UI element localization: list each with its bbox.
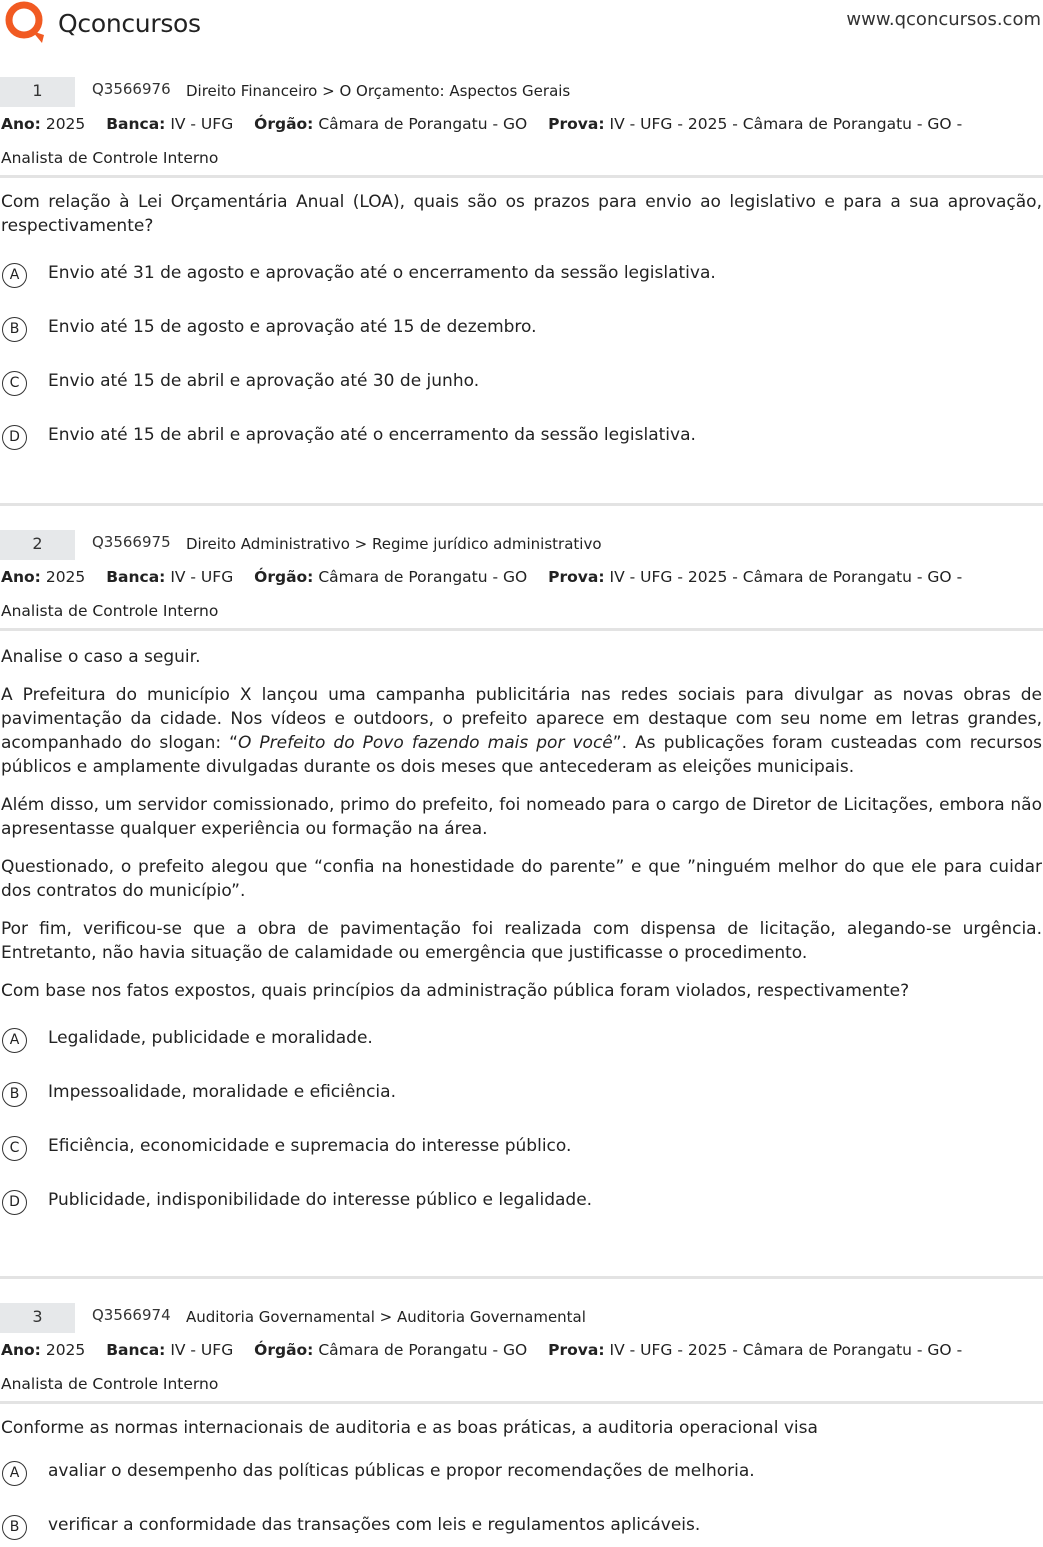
option-letter[interactable]: B (2, 1515, 27, 1540)
option-d[interactable] (0, 1177, 1043, 1231)
ano-value: 2025 (45, 568, 86, 586)
question-id[interactable]: Q3566975 (92, 533, 171, 551)
question-id[interactable]: Q3566976 (92, 80, 171, 98)
question-subject[interactable]: Auditoria Governamental > Auditoria Governamental (186, 1308, 586, 1326)
prova-value: IV - UFG - 2025 - Câmara de Porangatu - GO - Analista de Controle Interno (1, 568, 963, 620)
question-statement: Conforme as normas internacionais de auditoria e as boas práticas, a auditoria operacional visa (1, 1418, 818, 1438)
question-number: 2 (0, 530, 75, 560)
orgao-label: Órgão: (254, 568, 314, 586)
question-header (0, 530, 1043, 560)
slogan-text: O Prefeito do Povo fazendo mais por você (237, 733, 613, 753)
prova-label: Prova: (548, 568, 605, 586)
divider (0, 1401, 1043, 1404)
banca-value: IV - UFG (170, 568, 234, 586)
question-header (0, 1303, 1043, 1333)
divider (0, 175, 1043, 178)
question-separator (0, 1276, 1043, 1279)
ano-label: Ano: (1, 568, 41, 586)
question-1 (0, 77, 1043, 466)
option-d[interactable] (0, 412, 1043, 466)
banca-label: Banca: (106, 115, 166, 133)
option-b[interactable] (0, 1502, 1043, 1547)
question-number: 1 (0, 77, 75, 107)
ano-label: Ano: (1, 1341, 41, 1359)
ano-value: 2025 (45, 1341, 86, 1359)
option-letter[interactable]: D (2, 425, 27, 450)
option-letter[interactable]: C (2, 371, 27, 396)
option-b[interactable] (0, 1069, 1043, 1123)
option-c[interactable] (0, 1123, 1043, 1177)
qconcursos-logo-icon[interactable] (2, 0, 48, 46)
option-text: Eficiência, economicidade e supremacia do interesse público. (48, 1136, 572, 1156)
option-letter[interactable]: B (2, 317, 27, 342)
option-c[interactable] (0, 358, 1043, 412)
banca-value: IV - UFG (170, 1341, 234, 1359)
orgao-value: Câmara de Porangatu - GO (318, 115, 528, 133)
question-meta (0, 107, 1043, 175)
paragraph-text: ”. As publicações foram custeadas com recursos públicos e amplamente divulgadas durante os dois meses que antecederam as eleições municipais. (1, 733, 1042, 777)
question-paragraph-5: Com base nos fatos expostos, quais princípios da administração pública foram violados, respectivamente? (1, 981, 910, 1001)
prova-label: Prova: (548, 1341, 605, 1359)
option-letter[interactable]: B (2, 1082, 27, 1107)
question-intro: Analise o caso a seguir. (1, 647, 201, 667)
question-separator (0, 503, 1043, 506)
question-paragraph-3: Questionado, o prefeito alegou que “confia na honestidade do parente” e que ”ninguém melhor do que ele para cuidar dos contratos do município”. (1, 857, 1042, 901)
question-subject[interactable]: Direito Administrativo > Regime jurídico administrativo (186, 535, 602, 553)
question-2 (0, 530, 1043, 1231)
option-b[interactable] (0, 304, 1043, 358)
option-text: Envio até 15 de agosto e aprovação até 15 de dezembro. (48, 317, 537, 337)
orgao-value: Câmara de Porangatu - GO (318, 568, 528, 586)
question-paragraph-4: Por fim, verificou-se que a obra de pavimentação foi realizada com dispensa de licitação, alegando-se urgência. Entretanto, não havia situação de calamidade ou emergência que justificasse o procedimento. (1, 919, 1042, 963)
options-list (0, 250, 1043, 466)
question-subject[interactable]: Direito Financeiro > O Orçamento: Aspectos Gerais (186, 82, 571, 100)
orgao-label: Órgão: (254, 115, 314, 133)
prova-value: IV - UFG - 2025 - Câmara de Porangatu - GO - Analista de Controle Interno (1, 115, 963, 167)
option-text: Envio até 15 de abril e aprovação até o encerramento da sessão legislativa. (48, 425, 696, 445)
question-statement: Com relação à Lei Orçamentária Anual (LOA), quais são os prazos para envio ao legislativo e para a sua aprovação, respectivamente? (1, 192, 1042, 236)
orgao-value: Câmara de Porangatu - GO (318, 1341, 528, 1359)
options-list (0, 1448, 1043, 1547)
option-letter[interactable]: A (2, 1461, 27, 1486)
option-a[interactable] (0, 1448, 1043, 1502)
option-a[interactable] (0, 1015, 1043, 1069)
question-id[interactable]: Q3566974 (92, 1306, 171, 1324)
banca-label: Banca: (106, 568, 166, 586)
brand-name[interactable]: Qconcursos (58, 9, 201, 38)
options-list (0, 1015, 1043, 1231)
question-header (0, 77, 1043, 107)
question-meta (0, 1333, 1043, 1401)
question-paragraph-2: Além disso, um servidor comissionado, primo do prefeito, foi nomeado para o cargo de Diretor de Licitações, embora não apresentasse qualquer experiência ou formação na área. (1, 795, 1042, 839)
banca-value: IV - UFG (170, 115, 234, 133)
paragraph-text: A Prefeitura do município X lançou uma campanha publicitária nas redes sociais para divulgar as novas obras de pavimentação da cidade. Nos vídeos e outdoors, o prefeito aparece em destaque com seu nome em letras grandes, acompanhado do slogan: “ (1, 685, 1042, 753)
option-text: avaliar o desempenho das políticas públicas e propor recomendações de melhoria. (48, 1461, 755, 1481)
divider (0, 628, 1043, 631)
question-meta (0, 560, 1043, 628)
orgao-label: Órgão: (254, 1341, 314, 1359)
ano-value: 2025 (45, 115, 86, 133)
site-url[interactable]: www.qconcursos.com (846, 9, 1041, 30)
option-letter[interactable]: D (2, 1190, 27, 1215)
prova-label: Prova: (548, 115, 605, 133)
option-text: verificar a conformidade das transações com leis e regulamentos aplicáveis. (48, 1515, 701, 1535)
option-text: Publicidade, indisponibilidade do interesse público e legalidade. (48, 1190, 593, 1210)
option-letter[interactable]: A (2, 263, 27, 288)
question-number: 3 (0, 1303, 75, 1333)
option-letter[interactable]: A (2, 1028, 27, 1053)
prova-value: IV - UFG - 2025 - Câmara de Porangatu - GO - Analista de Controle Interno (1, 1341, 963, 1393)
question-paragraph-1 (0, 683, 1043, 779)
option-a[interactable] (0, 250, 1043, 304)
option-text: Impessoalidade, moralidade e eficiência. (48, 1082, 396, 1102)
option-text: Envio até 31 de agosto e aprovação até o encerramento da sessão legislativa. (48, 263, 716, 283)
question-3 (0, 1303, 1043, 1547)
option-letter[interactable]: C (2, 1136, 27, 1161)
page-header (0, 0, 1043, 50)
option-text: Legalidade, publicidade e moralidade. (48, 1028, 373, 1048)
ano-label: Ano: (1, 115, 41, 133)
option-text: Envio até 15 de abril e aprovação até 30 de junho. (48, 371, 480, 391)
banca-label: Banca: (106, 1341, 166, 1359)
